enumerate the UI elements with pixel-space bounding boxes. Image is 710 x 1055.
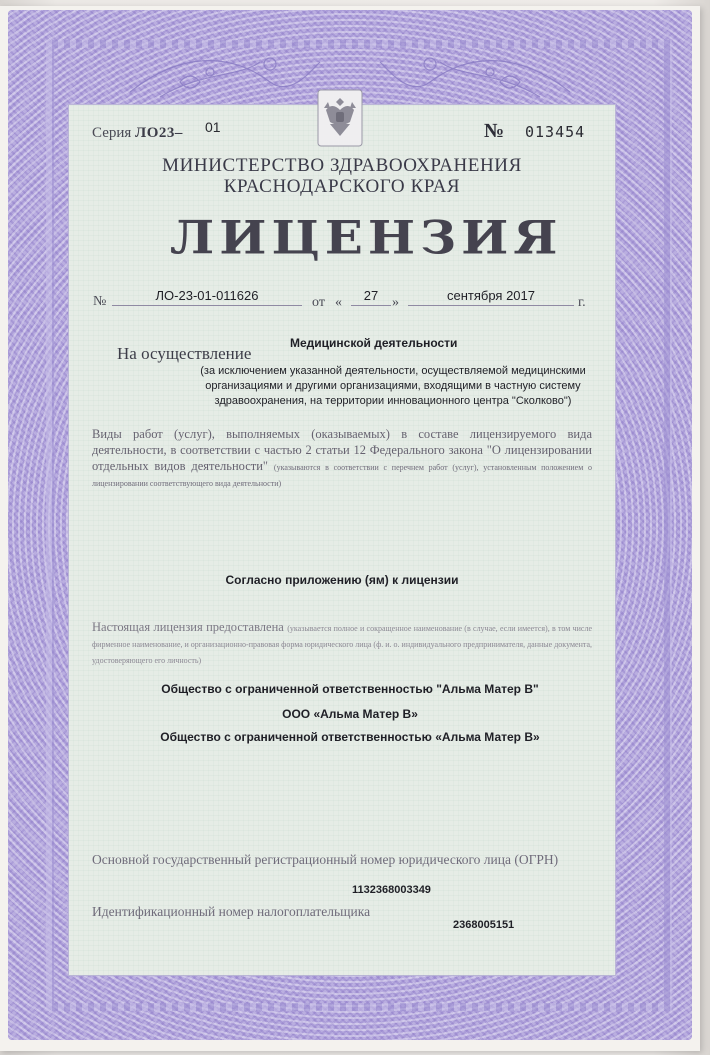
ogrn-label: Основной государственный регистрационный номер юридического лица (ОГРН)	[92, 852, 559, 867]
reg-number-label: №	[93, 294, 107, 309]
series-label: Серия	[92, 125, 132, 141]
works-note: (указываются в соответствии с перечнем работ (услуг), установленным положением о лицензировании соответствующего вида деятельности)	[92, 463, 592, 488]
series-code: ЛО23–	[135, 125, 183, 141]
ogrn-value: 1132368003349	[352, 884, 431, 896]
ministry-line-1: МИНИСТЕРСТВО ЗДРАВООХРАНЕНИЯ	[162, 155, 522, 176]
org-short-name: ООО «Альма Матер В»	[282, 707, 418, 721]
issue-day: 27	[351, 288, 391, 306]
series-number: 01	[205, 119, 221, 135]
exception-text: (за исключением указанной деятельности, осуществляемой медицинскими организациями и другими организациями, входящими в частную систему здравоохранения, на территории инновационного центра "Сколково")	[200, 365, 586, 407]
granted-note: (указывается полное и сокращенное наименование (в случае, если имеется), в том числе фирменное наименование, и организационно-правовая форма юридического лица (ф. и. о. индивидуального предпринимателя, данные документа, удостоверяющего его личность)	[92, 624, 592, 665]
document-title: ЛИЦЕНЗИЯ	[170, 210, 563, 265]
works-paragraph	[92, 426, 592, 490]
granted-text: Настоящая лицензия предоставлена	[92, 620, 284, 634]
granted-paragraph	[92, 620, 592, 668]
date-from-label: от	[312, 295, 325, 310]
license-blank-number: 013454	[525, 123, 586, 141]
works-text: Виды работ (услуг), выполняемых (оказываемых) в составе лицензируемого вида деятельности, в соответствии с частью 2 статьи 12 Федерального закона "О лицензировании отдельных видов деятельности"	[92, 427, 592, 473]
registration-number: ЛО-23-01-011626	[112, 288, 302, 306]
inn-label: Идентификационный номер налогоплательщика	[92, 904, 371, 919]
inn-value: 2368005151	[453, 919, 515, 931]
series-label-group	[92, 125, 183, 142]
quote-close: »	[392, 295, 399, 310]
russian-coat-of-arms-icon	[316, 88, 364, 148]
number-sign: №	[484, 120, 505, 142]
activity-type: Медицинской деятельности	[290, 336, 458, 350]
license-sheet	[0, 6, 700, 1051]
org-brand-name: Общество с ограниченной ответственностью «Альма Матер В»	[160, 730, 540, 744]
year-suffix: г.	[578, 295, 586, 310]
issue-month-year: сентября 2017	[408, 288, 574, 306]
org-full-name: Общество с ограниченной ответственностью "Альма Матер В"	[161, 682, 539, 696]
quote-open: «	[335, 295, 342, 310]
for-label: На осуществление	[117, 344, 252, 363]
appendix-text: Согласно приложению (ям) к лицензии	[225, 573, 459, 587]
ministry-line-2: КРАСНОДАРСКОГО КРАЯ	[223, 176, 461, 197]
